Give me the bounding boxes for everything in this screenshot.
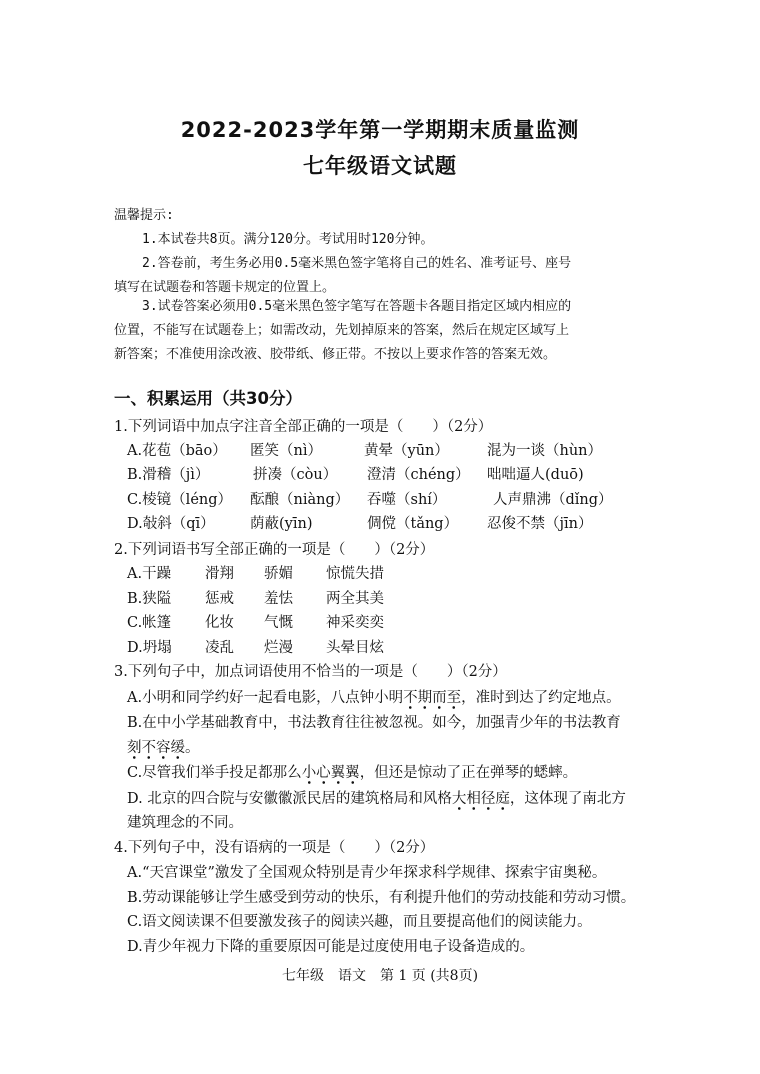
q1-stem: 1.下列词语中加点字注音全部正确的一项是（ ）（2分） <box>114 419 493 435</box>
q3-option-b-emphasis: 刻不容缓 <box>127 740 185 760</box>
q2-option-c-2: 化妆 <box>205 615 234 631</box>
q2-option-a-2: 滑翔 <box>205 566 234 582</box>
q2-option-b-4: 两全其美 <box>326 591 384 607</box>
q1-option-b-2: 拼凑（còu） <box>253 467 338 483</box>
q1-option-c-3: 吞噬（shí） <box>367 492 447 508</box>
page-footer: 七年级 语文 第 1 页 (共8页) <box>281 968 479 984</box>
notice-item-2-line-1: 2.答卷前，考生务必用0.5毫米黑色签字笔将自己的姓名、准考证号、座号 <box>142 256 572 271</box>
section-heading: 一、积累运用（共30分） <box>114 389 302 408</box>
notice-heading: 温馨提示: <box>114 208 174 223</box>
q1-option-d-4: 忍俊不禁（jīn） <box>487 516 593 532</box>
q3-option-a <box>127 688 621 708</box>
q2-option-b-2: 惩戒 <box>205 591 234 607</box>
q3-option-d-pre: D. 北京的四合院与安徽徽派民居的建筑格局和风格 <box>127 791 452 807</box>
q1-option-a-4: 混为一谈（hùn） <box>487 443 603 459</box>
q2-option-d-3: 烂漫 <box>264 640 293 656</box>
q3-option-c-post: ，但还是惊动了正在弹琴的蟋蟀。 <box>359 765 578 781</box>
exam-subtitle: 七年级语文试题 <box>303 154 457 178</box>
q1-option-b-3: 澄清（chéng） <box>367 467 470 483</box>
q1-option-d-1: D.敧斜（qī） <box>127 516 215 532</box>
q1-option-a-2: 匿笑（nì） <box>250 443 322 459</box>
q1-option-c-2: 酝酿（niàng） <box>250 492 350 508</box>
q3-option-b-line-2 <box>127 738 200 758</box>
q1-option-c-1: C.棱镜（léng） <box>127 492 233 508</box>
q4-stem: 4.下列句子中，没有语病的一项是（ ）（2分） <box>114 840 435 856</box>
q4-option-d: D.青少年视力下降的重要原因可能是过度使用电子设备造成的。 <box>127 939 535 955</box>
q3-option-d-emphasis: 大相径庭 <box>452 791 510 811</box>
q4-option-a: A.“天宫课堂”激发了全国观众特别是青少年探求科学规律、探索宇宙奥秘。 <box>127 865 607 881</box>
q3-option-d-post: ，这体现了南北方 <box>509 791 626 807</box>
q3-option-c-pre: C.尽管我们举手投足都那么 <box>127 765 302 781</box>
q1-option-a-1: A.花苞（bāo） <box>127 443 227 459</box>
q3-option-c-emphasis: 小心翼翼 <box>302 765 360 785</box>
q3-option-b-line-1: B.在中小学基础教育中，书法教育往往被忽视。如今，加强青少年的书法教育 <box>127 715 621 731</box>
q2-option-d-4: 头晕目炫 <box>326 640 384 656</box>
q2-stem: 2.下列词语书写全部正确的一项是（ ）（2分） <box>114 542 435 558</box>
q2-option-c-3: 气慨 <box>264 615 293 631</box>
notice-item-1: 1.本试卷共8页。满分120分。考试用时120分钟。 <box>142 232 434 247</box>
q2-option-b-3: 羞怯 <box>264 591 293 607</box>
exam-title: 2022-2023学年第一学期期末质量监测 <box>180 118 580 142</box>
q3-option-c <box>127 763 577 783</box>
q3-option-d-line-1 <box>127 789 626 809</box>
q1-option-c-4: 人声鼎沸（dǐng） <box>493 492 613 508</box>
notice-item-2-line-2: 填写在试题卷和答题卡规定的位置上。 <box>114 280 336 295</box>
q2-option-c-1: C.帐篷 <box>127 615 172 631</box>
q2-option-d-2: 凌乱 <box>205 640 234 656</box>
q2-option-a-3: 骄媚 <box>264 566 293 582</box>
q2-option-d-1: D.坍塌 <box>127 640 172 656</box>
q1-option-b-1: B.滑稽（jì） <box>127 467 210 483</box>
q2-option-a-4: 惊慌失措 <box>326 566 384 582</box>
q1-option-d-3: 倜傥（tǎng） <box>367 516 459 532</box>
q4-option-b: B.劳动课能够让学生感受到劳动的快乐，有利提升他们的劳动技能和劳动习惯。 <box>127 890 636 906</box>
q4-option-c: C.语文阅读课不但要激发孩子的阅读兴趣，而且要提高他们的阅读能力。 <box>127 914 592 930</box>
notice-item-3-line-1: 3.试卷答案必须用0.5毫米黑色签字笔写在答题卡各题目指定区域内相应的 <box>142 299 572 314</box>
q2-option-c-4: 神采奕奕 <box>326 615 384 631</box>
q3-option-a-emphasis: 不期而至 <box>403 690 461 710</box>
q3-stem: 3.下列句子中，加点词语使用不恰当的一项是（ ）（2分） <box>114 664 507 680</box>
q2-option-a-1: A.干躁 <box>127 566 172 582</box>
q3-option-b-post: 。 <box>185 740 200 756</box>
q1-option-d-2: 荫蔽(yīn) <box>250 516 313 532</box>
q3-option-d-line-2: 建筑理念的不同。 <box>127 815 243 831</box>
q3-option-a-post: ，准时到达了约定地点。 <box>461 690 621 706</box>
q2-option-b-1: B.狭隘 <box>127 591 172 607</box>
q1-option-b-4: 咄咄逼人(duō) <box>487 467 584 483</box>
notice-item-3-line-2: 位置，不能写在试题卷上；如需改动，先划掉原来的答案，然后在规定区域写上 <box>114 323 570 338</box>
notice-item-3-line-3: 新答案；不准使用涂改液、胶带纸、修正带。不按以上要求作答的答案无效。 <box>114 347 557 362</box>
q3-option-a-pre: A.小明和同学约好一起看电影，八点钟小明 <box>127 690 404 706</box>
q1-option-a-3: 黄晕（yūn） <box>364 443 449 459</box>
